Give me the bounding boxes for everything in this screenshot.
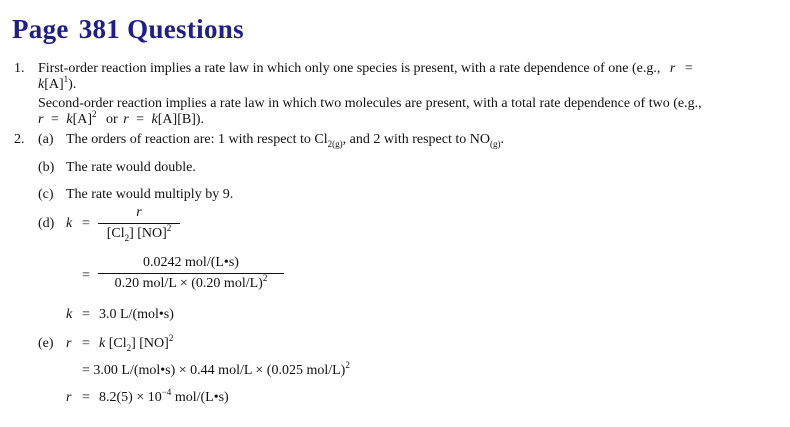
q2d-den1-a: [Cl: [106, 226, 125, 241]
q2e-rhs-sub: 2: [126, 343, 132, 353]
q2e-rhs: [99, 333, 174, 353]
q2d-den2-sup: 2: [262, 273, 268, 283]
q1-second-line2: [38, 109, 205, 128]
q2d-den1: [98, 223, 180, 243]
q1-second-eq2: =: [136, 112, 145, 127]
q2e-rhs-a: [Cl: [108, 336, 127, 351]
q2a-sub2: (g): [489, 139, 501, 149]
q2e-label: (e): [38, 336, 54, 351]
q2d-label: (d): [38, 216, 55, 231]
q2e-line3-sup: −4: [161, 387, 172, 397]
q2e-line3-text: 8.2(5) × 10: [99, 390, 162, 405]
q2d-eq2: =: [82, 268, 90, 283]
q2e-rhs-b: ] [NO]: [131, 336, 169, 351]
title-word: Page: [12, 14, 69, 44]
q1-first-k: k: [38, 77, 45, 92]
q2d-fraction2: [98, 255, 284, 292]
q1-second-k2: k: [151, 112, 158, 127]
q2e-line2: [82, 360, 350, 379]
q1-first-r: r: [669, 61, 676, 76]
q2d-eq: =: [82, 216, 90, 231]
q1-first-eq: =: [684, 61, 693, 76]
q2a-text1: The orders of reaction are: 1 with respect to Cl: [66, 132, 328, 147]
q2d-num1: r: [136, 205, 142, 220]
q2d-num2: 0.0242 mol/(L•s): [143, 255, 239, 270]
q2d-bar2: [98, 273, 284, 274]
q2e-eq: =: [82, 336, 90, 351]
q1-first-sup: 1: [63, 74, 69, 84]
q2e-line2-text: = 3.00 L/(mol•s) × 0.44 mol/L × (0.025 mol/L): [82, 363, 346, 378]
q2a-text: [66, 132, 504, 148]
q2d-den2-text: 0.20 mol/L × (0.20 mol/L): [114, 276, 263, 291]
q1-second-sup: 2: [92, 109, 97, 119]
q2e-line3-end: mol/(L•s): [171, 390, 229, 405]
q2d-result-eq: =: [82, 307, 90, 322]
q2a-sub1: 2(g): [327, 139, 343, 149]
q2d-k: k: [66, 216, 73, 231]
q2e-k: k: [99, 336, 106, 351]
q2e-line3: [99, 387, 229, 406]
q2a-label: (a): [38, 132, 54, 147]
q1-first-a: [A]: [44, 77, 64, 92]
title-number: 381: [78, 14, 121, 44]
q2d-den1-sup: 2: [166, 223, 172, 233]
q2c-label: (c): [38, 187, 54, 202]
q2a-text2: , and 2 with respect to NO: [342, 132, 490, 147]
q1-second-ab: [A][B]).: [157, 112, 205, 127]
q1-second-or: or: [106, 112, 118, 127]
q1-second-eq1: =: [50, 112, 59, 127]
q1-number: 1.: [14, 61, 25, 76]
q1-first-text: First-order reaction implies a rate law in which only one species is present, with a rate dependence of one (e.g.,: [38, 61, 661, 76]
q1-second-line1: Second-order reaction implies a rate law in which two molecules are present, with a total rate dependence of two (e.g.,: [38, 96, 702, 111]
q2c-text: The rate would multiply by 9.: [66, 187, 234, 202]
title-rest: Questions: [127, 14, 244, 44]
q2-number: 2.: [14, 132, 25, 147]
q2e-eq3: =: [82, 390, 90, 405]
q2e-r2: r: [66, 390, 72, 405]
q1-first-line1: [38, 61, 693, 77]
q2d-fraction1: [98, 205, 180, 242]
q1-first-line2: [38, 74, 77, 93]
q2b-text: The rate would double.: [66, 160, 196, 175]
q2d-result-k: k: [66, 307, 73, 322]
q1-second-r2: r: [123, 112, 129, 127]
q2d-den1-sub: 2: [124, 233, 130, 243]
q2a-text3: .: [500, 132, 504, 147]
q1-second-k1: k: [66, 112, 73, 127]
q2e-rhs-sup: 2: [168, 333, 174, 343]
q1-second-r1: r: [38, 112, 44, 127]
q1-second-a1: [A]: [72, 112, 93, 127]
q1-first-end: ).: [68, 77, 77, 92]
q2d-den1-b: ] [NO]: [129, 226, 167, 241]
q2d-result-value: 3.0 L/(mol•s): [99, 307, 174, 322]
q2b-label: (b): [38, 160, 55, 175]
q2e-line2-sup: 2: [345, 360, 350, 370]
page-title: [12, 14, 244, 45]
q2d-den2: [98, 273, 284, 292]
q2e-r: r: [66, 336, 72, 351]
